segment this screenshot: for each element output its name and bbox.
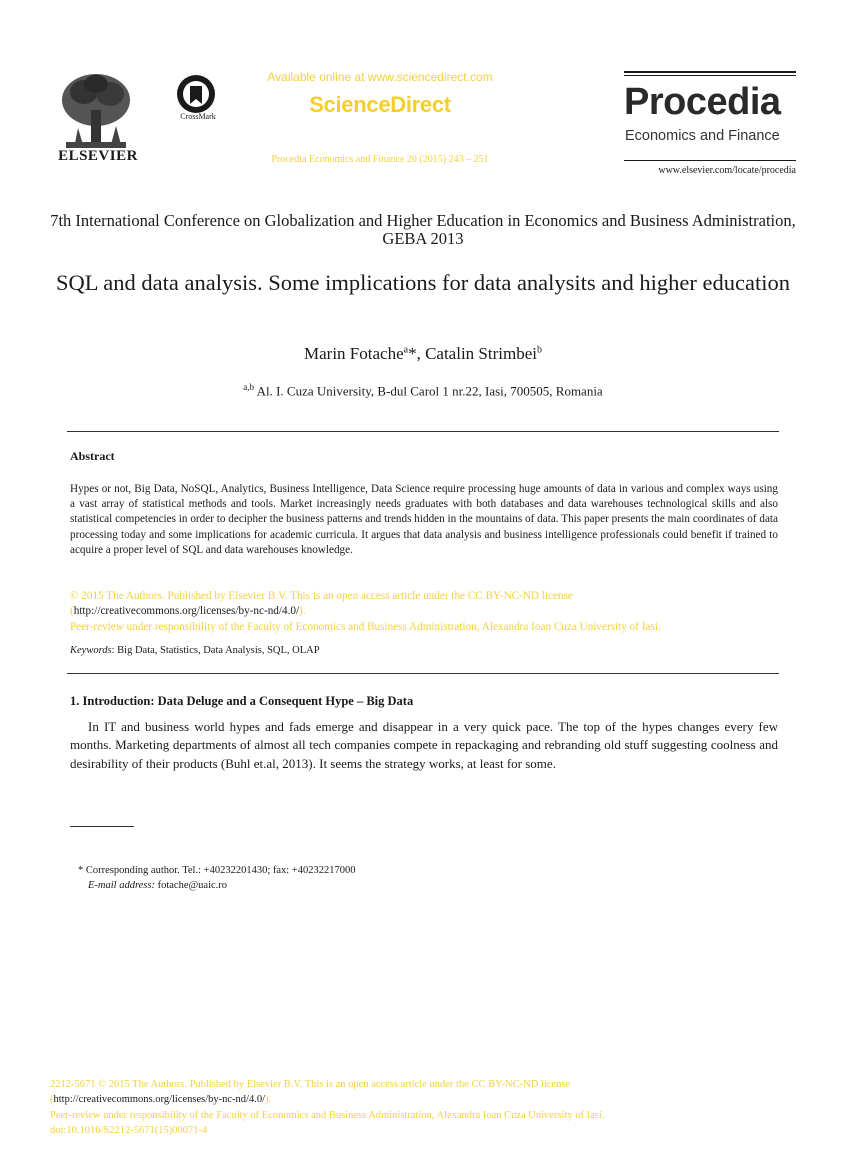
footer-open-paren: ( — [50, 1094, 54, 1105]
keywords — [70, 645, 778, 656]
abstract-heading: Abstract — [70, 449, 115, 463]
footer-license-link[interactable]: http://creativecommons.org/licenses/by-nc-nd/4.0/ — [53, 1094, 266, 1105]
crossmark-label: CrossMark — [180, 112, 216, 121]
conference-name: 7th International Conference on Globalization and Higher Education in Economics and Business Administration, GEBA 2013 — [50, 211, 796, 248]
abstract-bottom-rule — [67, 673, 779, 674]
elsevier-tree-logo — [56, 70, 136, 152]
author-affil-sup: b — [536, 344, 542, 356]
sciencedirect-logo: ScienceDirect — [309, 92, 451, 117]
section-heading: 1. Introduction: Data Deluge and a Consequent Hype – Big Data — [70, 694, 414, 708]
affiliation-sup: a,b — [243, 382, 255, 392]
license-statement: © 2015 The Authors. Published by Elsevier B.V. This is an open access article under the CC BY-NC-ND license — [70, 590, 573, 602]
procedia-bottom-rule — [624, 160, 796, 161]
footer-peer-review: Peer-review under responsibility of the Faculty of Economics and Business Administration, Alexandra Ioan Cuza University of Iasi. — [50, 1110, 605, 1121]
abstract-top-rule — [67, 431, 779, 432]
keywords-list: : Big Data, Statistics, Data Analysis, SQL, OLAP — [111, 645, 320, 656]
journal-citation: Procedia Economics and Finance 20 (2015) 243 – 251 — [271, 154, 489, 165]
email-note — [88, 880, 227, 891]
section-paragraph: In IT and business world hypes and fads emerge and disappear in a very quick pace. The top of the hypes changes every few months. Marketing departments of almost all tech companies compete in repackaging and rebranding old stuff suggesting coolness and desirability of their products (Buhl et.al, 2013). It seems the strategy works, at least for some. — [70, 719, 778, 771]
procedia-top-rule — [624, 71, 796, 73]
footer-license-link-line — [50, 1092, 810, 1107]
license-open-paren: ( — [70, 605, 74, 617]
footer-doi[interactable]: doi:10.1016/S2212-5671(15)00071-4 — [50, 1125, 208, 1136]
affiliation-text: Al. I. Cuza University, B-dul Carol 1 nr.22, Iasi, 700505, Romania — [254, 383, 603, 399]
footnote-rule — [70, 826, 134, 827]
crossmark-icon[interactable] — [176, 74, 216, 114]
paper-title: SQL and data analysis. Some implications for data analysits and higher education — [56, 270, 790, 295]
elsevier-wordmark: ELSEVIER — [58, 148, 138, 164]
corresponding-mark: *, — [408, 344, 426, 363]
author-affil-sup: a — [403, 344, 409, 356]
author-list — [40, 344, 806, 364]
peer-review-statement: Peer-review under responsibility of the Faculty of Economics and Business Administration, Alexandra Ioan Cuza University of Iasi. — [70, 621, 661, 633]
procedia-url[interactable]: www.elsevier.com/locate/procedia — [658, 165, 796, 176]
author-name: Marin Fotache — [304, 344, 404, 363]
footer-close-paren: ). — [265, 1094, 272, 1105]
procedia-top-rule-thin — [624, 75, 796, 76]
affiliation — [40, 382, 806, 399]
keywords-label: Keywords — [70, 645, 112, 656]
email-label: E-mail address: — [88, 880, 155, 891]
license-close-paren: ). — [299, 605, 306, 617]
sciencedirect-available-online[interactable]: Available online at www.sciencedirect.com — [267, 70, 493, 84]
email-address[interactable]: fotache@uaic.ro — [154, 880, 228, 891]
procedia-title: Procedia — [624, 81, 781, 123]
procedia-subtitle: Economics and Finance — [625, 128, 780, 144]
author-name: Catalin Strimbei — [425, 344, 537, 363]
license-link-line — [70, 604, 778, 619]
license-link[interactable]: http://creativecommons.org/licenses/by-nc-nd/4.0/ — [73, 605, 300, 617]
corresponding-author-note: * Corresponding author. Tel.: +40232201430; fax: +40232217000 — [78, 865, 356, 876]
abstract-body: Hypes or not, Big Data, NoSQL, Analytics, Business Intelligence, Data Science require processing huge amounts of data in various and complex ways using a vast array of statistical methods and tools. Market increasingly needs graduates with both databases and data warehouses technological skills and also statistical competencies in order to decipher the business patterns and trends hidden in the mountains of data. This paper presents the main coordinates of data processing today and some implications for academic curricula. It argues that data analysis and business intelligence professionals could benefit if trained to acquire a proper level of SQL and data warehouses knowledge. — [70, 483, 778, 556]
footer-issn-license: 2212-5671 © 2015 The Authors. Published by Elsevier B.V. This is an open access article under the CC BY-NC-ND license — [50, 1079, 571, 1090]
